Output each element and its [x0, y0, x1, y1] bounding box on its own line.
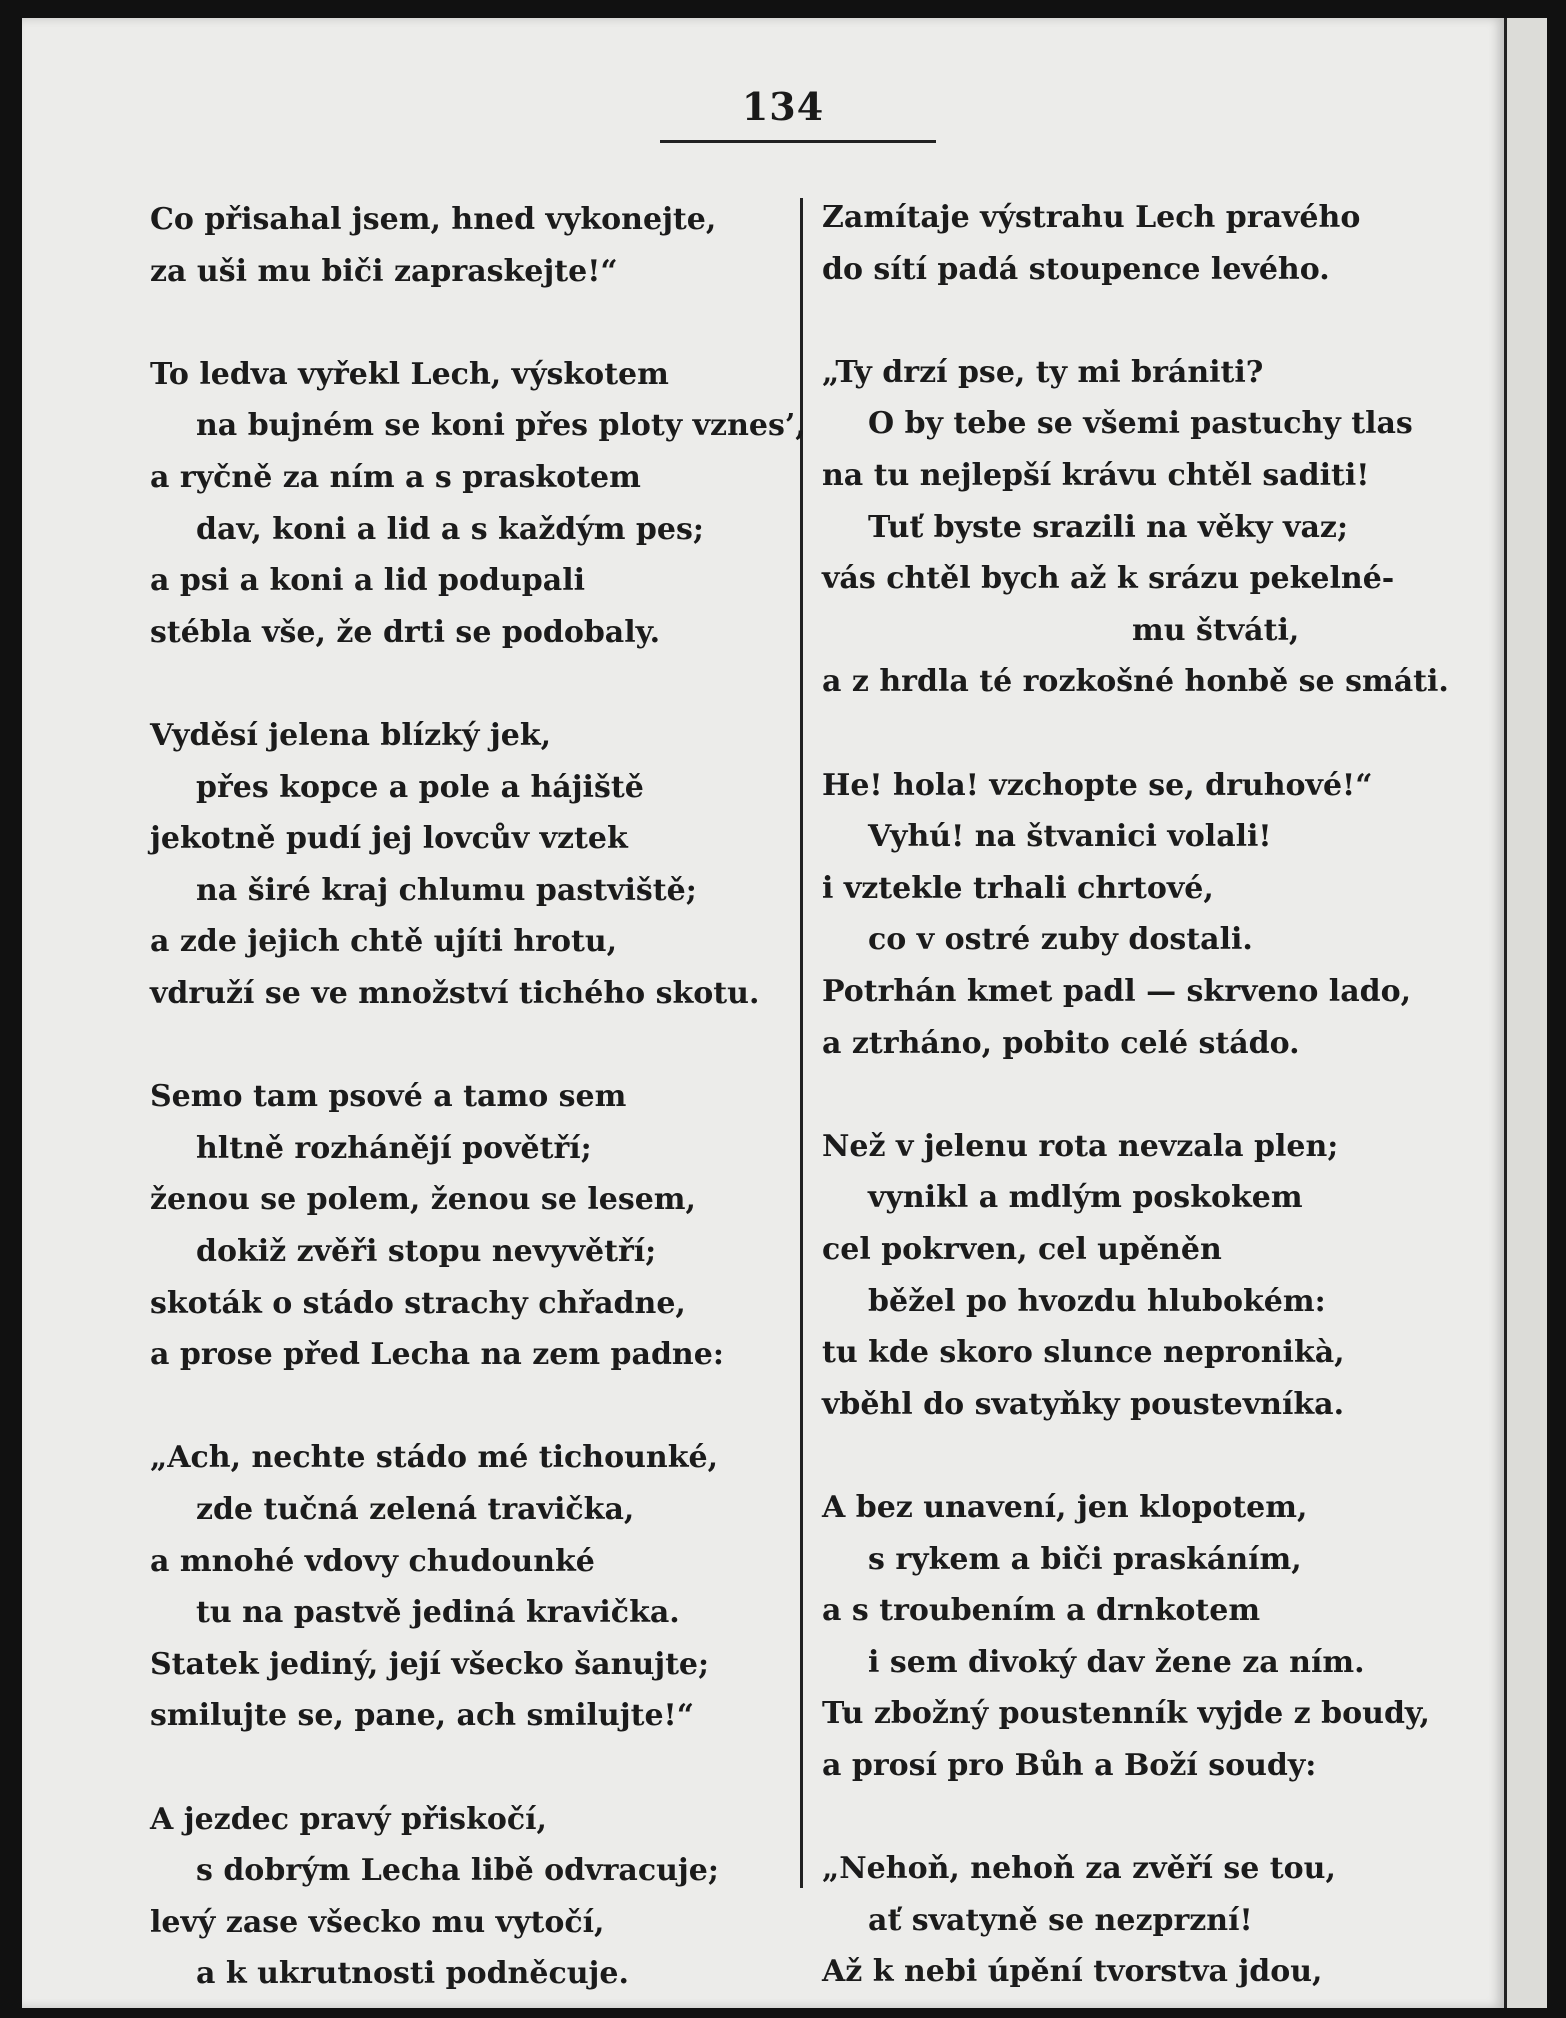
verse-line: vdruží se ve množství tichého skotu.: [150, 976, 760, 1011]
verse-line: smilujte se, pane, ach smilujte!“: [150, 1698, 694, 1734]
next-page-edge: [1504, 18, 1547, 2008]
verse-line: s rykem a biči praskáním,: [868, 1541, 1302, 1577]
verse-line: Semo tam psové a tamo sem: [150, 1079, 627, 1115]
verse-line: He! hola! vzchopte se, druhové!“: [822, 767, 1373, 803]
verse-line: „Nehoň, nehoň za zvěří se tou,: [822, 1851, 1336, 1887]
verse-line: tu na pastvě jediná kravička.: [196, 1595, 680, 1631]
verse-line: Potrhán kmet padl — skrveno lado,: [822, 974, 1412, 1009]
header-rule: [660, 140, 936, 143]
verse-line: Zamítaje výstrahu Lech pravého: [822, 200, 1361, 235]
verse-line: i vztekle trhali chrtové,: [822, 870, 1214, 906]
verse-line: vběhl do svatyňky poustevníka.: [822, 1386, 1345, 1422]
verse-line: a prosí pro Bůh a Boží soudy:: [822, 1748, 1317, 1783]
verse-line: dokiž zvěři stopu nevyvětří;: [196, 1234, 657, 1269]
verse-line: vynikl a mdlým poskokem: [868, 1180, 1303, 1216]
verse-line: ženou se polem, ženou se lesem,: [150, 1182, 696, 1218]
verse-line: a s troubením a drnkotem: [822, 1593, 1261, 1629]
verse-line: na širé kraj chlumu pastviště;: [196, 872, 697, 908]
verse-line: vás chtěl bych až k srázu pekelné-: [822, 561, 1395, 597]
verse-line: A bez unavení, jen klopotem,: [822, 1490, 1308, 1525]
verse-line: tu kde skoro slunce nepronikà,: [822, 1335, 1345, 1371]
verse-line: To ledva vyřekl Lech, výskotem: [150, 356, 669, 392]
verse-line: běžel po hvozdu hlubokém:: [868, 1283, 1326, 1319]
verse-line: Tu zbožný poustenník vyjde z boudy,: [822, 1696, 1430, 1732]
verse-line: a k ukrutnosti podněcuje.: [196, 1956, 629, 1992]
verse-line: skoták o stádo strachy chřadne,: [150, 1285, 686, 1321]
column-divider: [800, 198, 803, 1888]
verse-line: i sem divoký dav žene za ním.: [868, 1644, 1365, 1680]
verse-line: cel pokrven, cel upěněn: [822, 1232, 1222, 1267]
verse-line: a ztrháno, pobito celé stádo.: [822, 1025, 1300, 1061]
verse-line: Tuť byste srazili na věky vaz;: [868, 509, 1349, 545]
verse-line: Až k nebi úpění tvorstva jdou,: [822, 1954, 1323, 1990]
verse-line: Co přisahal jsem, hned vykonejte,: [150, 202, 717, 237]
verse-line: a prose před Lecha na zem padne:: [150, 1337, 724, 1373]
verse-line: a mnohé vdovy chudounké: [150, 1543, 595, 1579]
verse-line: a psi a koni a lid podupali: [150, 563, 585, 599]
verse-line: O by tebe se všemi pastuchy tlas: [868, 406, 1413, 442]
page-number: 134: [741, 84, 825, 129]
verse-line: A jezdec pravý přiskočí,: [150, 1801, 547, 1837]
verse-line: „Ach, nechte stádo mé tichounké,: [150, 1440, 719, 1476]
verse-line: levý zase všecko mu vytočí,: [150, 1904, 605, 1940]
verse-line: na tu nejlepší krávu chtěl saditi!: [822, 458, 1370, 493]
verse-line: s dobrým Lecha libě odvracuje;: [196, 1853, 719, 1889]
verse-line: zde tučná zelená travička,: [196, 1492, 635, 1527]
verse-line: stébla vše, že drti se podobaly.: [150, 614, 661, 650]
verse-line: „Ty drzí pse, ty mi brániti?: [822, 354, 1264, 390]
verse-line: a zde jejich chtě ujíti hrotu,: [150, 924, 618, 960]
verse-line: za uši mu biči zapraskejte!“: [150, 253, 618, 289]
verse-line: Statek jediný, její všecko šanujte;: [150, 1646, 710, 1682]
verse-line: ať svatyně se nezprzní!: [868, 1902, 1253, 1938]
verse-line: a z hrdla té rozkošné honbě se smáti.: [822, 664, 1449, 700]
verse-line: přes kopce a pole a hájiště: [196, 769, 644, 805]
verse-line: co v ostré zuby dostali.: [868, 922, 1253, 958]
verse-line: do sítí padá stoupence levého.: [822, 251, 1330, 287]
verse-line: a ryčně za ním a s praskotem: [150, 460, 641, 495]
verse-line: na bujném se koni přes ploty vznes’,: [196, 408, 806, 444]
verse-line: hltně rozhánějí povětří;: [196, 1130, 592, 1166]
verse-line: mu štváti,: [1132, 612, 1300, 648]
verse-line: jekotně pudí jej lovcův vztek: [150, 821, 628, 857]
verse-line: Vyděsí jelena blízký jek,: [150, 718, 552, 753]
verse-line: Než v jelenu rota nevzala plen;: [822, 1128, 1339, 1164]
verse-line: Vyhú! na štvanici volali!: [868, 819, 1272, 855]
verse-line: dav, koni a lid a s každým pes;: [196, 511, 704, 547]
